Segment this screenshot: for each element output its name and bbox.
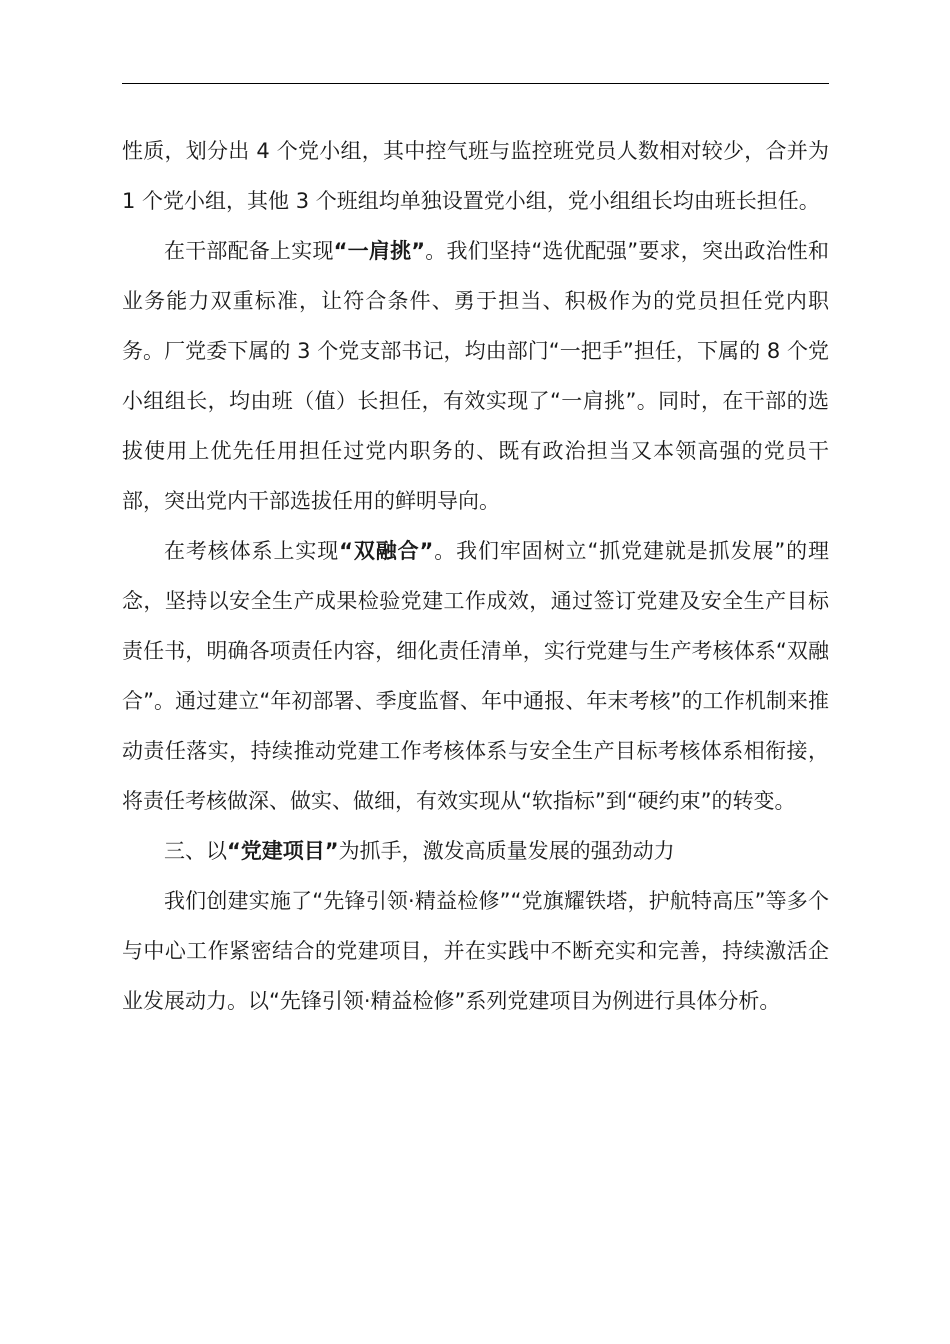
paragraph-continuation (122, 126, 829, 226)
paragraph-emphasis: “双融合” (339, 539, 434, 563)
paragraph-text: 性质，划分出 4 个党小组，其中控气班与监控班党员人数相对较少，合并为 1 个党小组，其他 3 个班组均单独设置党小组，党小组组长均由班长担任。 (122, 139, 829, 213)
paragraph-party-projects (122, 876, 829, 1026)
paragraph-cadre-allocation (122, 226, 829, 526)
heading-emphasis: “党建项目” (227, 839, 339, 863)
document-body (122, 126, 829, 1026)
paragraph-assessment-system (122, 526, 829, 826)
paragraph-text: 。我们牢固树立“抓党建就是抓发展”的理念，坚持以安全生产成果检验党建工作成效，通过签订党建及安全生产目标责任书，明确各项责任内容，细化责任清单，实行党建与生产考核体系“双融合”。通过建立“年初部署、季度监督、年中通报、年末考核”的工作机制来推动责任落实，持续推动党建工作考核体系与安全生产目标考核体系相衔接，将责任考核做深、做实、做细，有效实现从“软指标”到“硬约束”的转变。 (122, 539, 830, 813)
paragraph-lead: 在考核体系上实现 (164, 539, 340, 563)
paragraph-lead: 在干部配备上实现 (164, 239, 334, 263)
paragraph-text: 。我们坚持“选优配强”要求，突出政治性和业务能力双重标准，让符合条件、勇于担当、积极作为的党员担任党内职务。厂党委下属的 3 个党支部书记，均由部门“一把手”担任，下属的 8 个党小组组长，均由班（值）长担任，有效实现了“一肩挑”。同时，在干部的选拔使用上优先任用担任过党内职务的、既有政治担当又本领高强的党员干部，突出党内干部选拔任用的鲜明导向。 (122, 239, 829, 513)
section-heading-3 (122, 826, 829, 876)
heading-lead: 三、以 (164, 839, 227, 863)
paragraph-emphasis: “一肩挑” (333, 239, 426, 263)
header-rule (122, 83, 829, 84)
heading-text: 为抓手，激发高质量发展的强劲动力 (338, 839, 675, 863)
paragraph-text: 我们创建实施了“先锋引领·精益检修”“党旗耀铁塔，护航特高压”等多个与中心工作紧密结合的党建项目，并在实践中不断充实和完善，持续激活企业发展动力。以“先锋引领·精益检修”系列党建项目为例进行具体分析。 (122, 889, 829, 1013)
